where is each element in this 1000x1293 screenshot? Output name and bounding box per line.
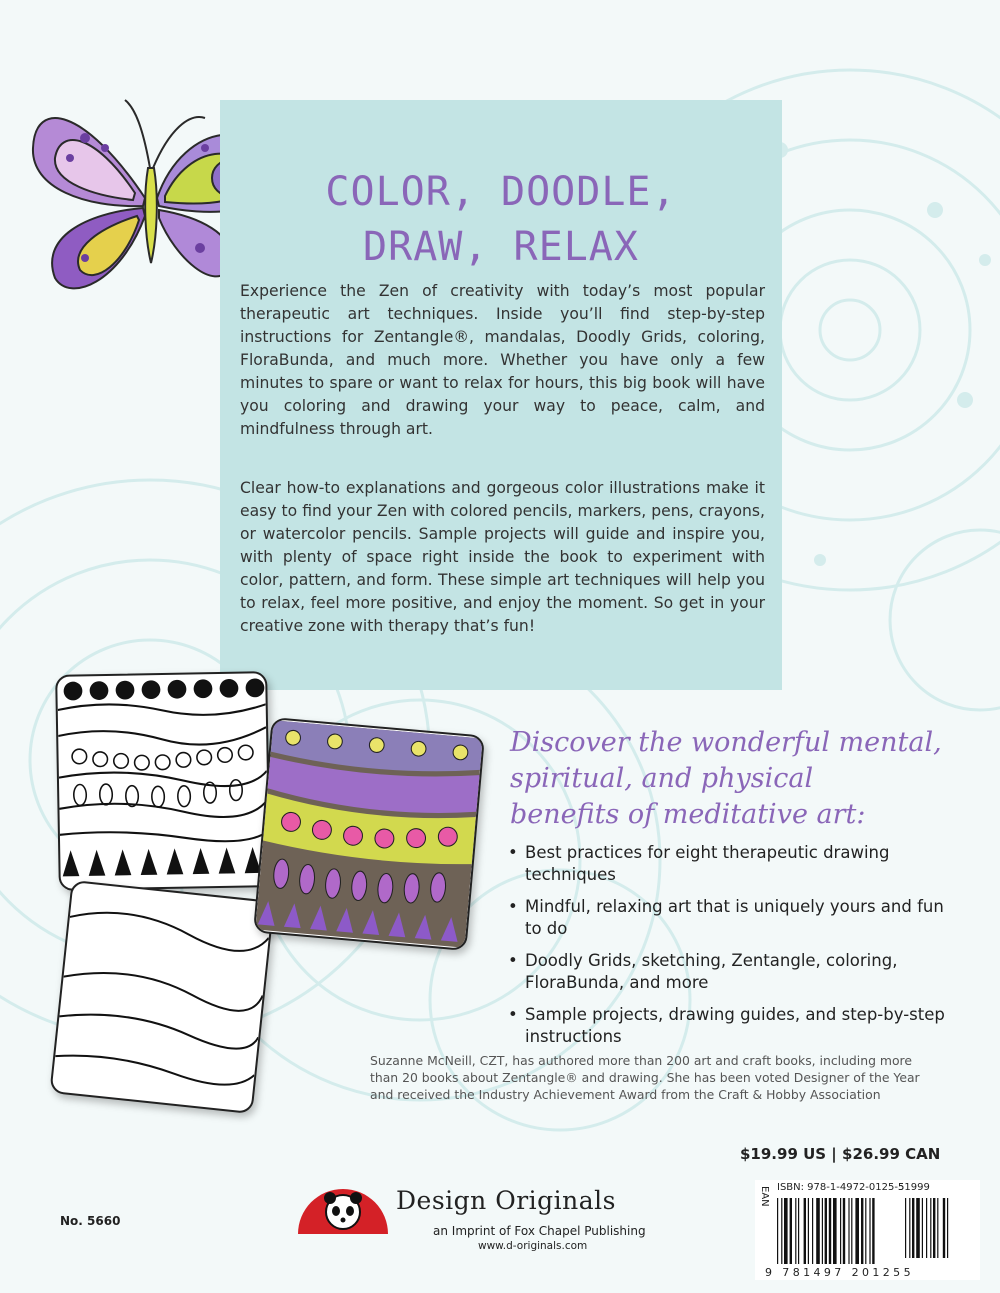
benefits-list [508,842,948,1058]
barcode-bar [804,1198,806,1264]
barcode-bar [872,1198,874,1264]
panda-icon [293,1184,393,1234]
zentangle-tile-color [253,717,485,951]
intro-paragraph-2: Clear how-to explanations and gorgeous color illustrations make it easy to find your Zen with colored pencils, markers, pens, crayons, or watercolor pencils. Sample projects will guide and inspire you, with plenty of space right inside the book to experiment with color, pattern, and form. These simple art techniques will help you to relax, feel more positive, and enjoy the moment. So get in your creative zone with therapy that’s fun! [240,479,765,635]
zentangle-pattern-color [255,719,483,948]
barcode-bar [833,1198,837,1264]
barcode-bar [822,1198,823,1264]
benefits-heading-line-3: benefits of meditative art: [510,799,866,830]
barcode-addon-bar [916,1198,920,1258]
barcode-bar [843,1198,845,1264]
barcode-addon-bar [930,1198,931,1258]
zentangle-tile-outline [49,880,274,1114]
barcode-bar [795,1198,796,1264]
barcode-bar [825,1198,827,1264]
barcode-bar [869,1198,870,1264]
barcode-bar [816,1198,820,1264]
price: $19.99 US | $26.99 CAN [740,1145,941,1163]
intro-paragraph-1: Experience the Zen of creativity with today’s most popular therapeutic art techniques. Inside you’ll find step-by-step instructions for Zentangle®, mandalas, Doodly Grids, coloring, FloraBunda, and much more. Whether you have only a few minutes to spare or want to relax for hours, this big book will have you coloring and drawing your way to peace, calm, and mindfulness through art. [240,282,765,438]
benefits-heading-line-1: Discover the wonderful mental, [510,727,942,758]
barcode-addon-bar [909,1198,910,1258]
barcode-bar [798,1198,799,1264]
publisher-name: Design Originals [396,1186,616,1215]
publisher-logo [293,1182,673,1252]
barcode-bar [808,1198,809,1264]
barcode [755,1180,980,1280]
headline-line-1: COLOR, DOODLE, [325,169,677,215]
barcode-addon-bar [937,1198,938,1258]
stock-number: No. 5660 [60,1214,121,1228]
barcode-area [755,1180,980,1280]
barcode-bar [840,1198,841,1264]
barcode-bar [855,1198,859,1264]
barcode-addon-bar [943,1198,945,1258]
barcode-addon-bar [933,1198,935,1258]
benefit-item: • Sample projects, drawing guides, and step-by-step instructions [508,1004,948,1048]
barcode-bar [848,1198,849,1264]
barcode-bar [861,1198,863,1264]
barcode-bar [851,1198,852,1264]
benefits-heading [510,725,950,833]
zentangle-pattern-bw [57,673,269,889]
barcode-addon-bar [905,1198,906,1258]
benefits-heading-line-2: spiritual, and physical [510,763,814,794]
barcode-bar [865,1198,866,1264]
benefit-item: • Doodly Grids, sketching, Zentangle, coloring, FloraBunda, and more [508,950,948,994]
zentangle-tile-bw [55,671,271,891]
barcode-addon-bar [926,1198,927,1258]
barcode-number: 9 781497 201255 [765,1266,914,1279]
isbn-text: ISBN: 978-1-4972-0125-5 [777,1182,905,1193]
ean-addon: 51999 [898,1182,930,1193]
barcode-bar [790,1198,792,1264]
headline [220,165,782,275]
author-bio: Suzanne McNeill, CZT, has authored more than 200 art and craft books, including more than 20 books about Zentangle® and drawing. She has been voted Designer of the Year and received the Industry Achievement Award from the Craft & Hobby Association [370,1053,920,1102]
headline-line-2: DRAW, RELAX [363,224,639,270]
ean-label: EAN [759,1186,770,1207]
barcode-addon-bar [912,1198,914,1258]
barcode-bar [777,1198,778,1264]
barcode-addon-bar [947,1198,948,1258]
barcode-bar [812,1198,813,1264]
benefit-item: • Best practices for eight therapeutic drawing techniques [508,842,948,886]
barcode-bar [781,1198,782,1264]
publisher-url: www.d-originals.com [478,1240,588,1252]
barcode-addon-bar [922,1198,923,1258]
outline-pattern [52,882,273,1112]
barcode-bar [784,1198,788,1264]
publisher-imprint: an Imprint of Fox Chapel Publishing [433,1224,646,1238]
barcode-bar [829,1198,831,1264]
benefit-item: • Mindful, relaxing art that is uniquely yours and fun to do [508,896,948,940]
